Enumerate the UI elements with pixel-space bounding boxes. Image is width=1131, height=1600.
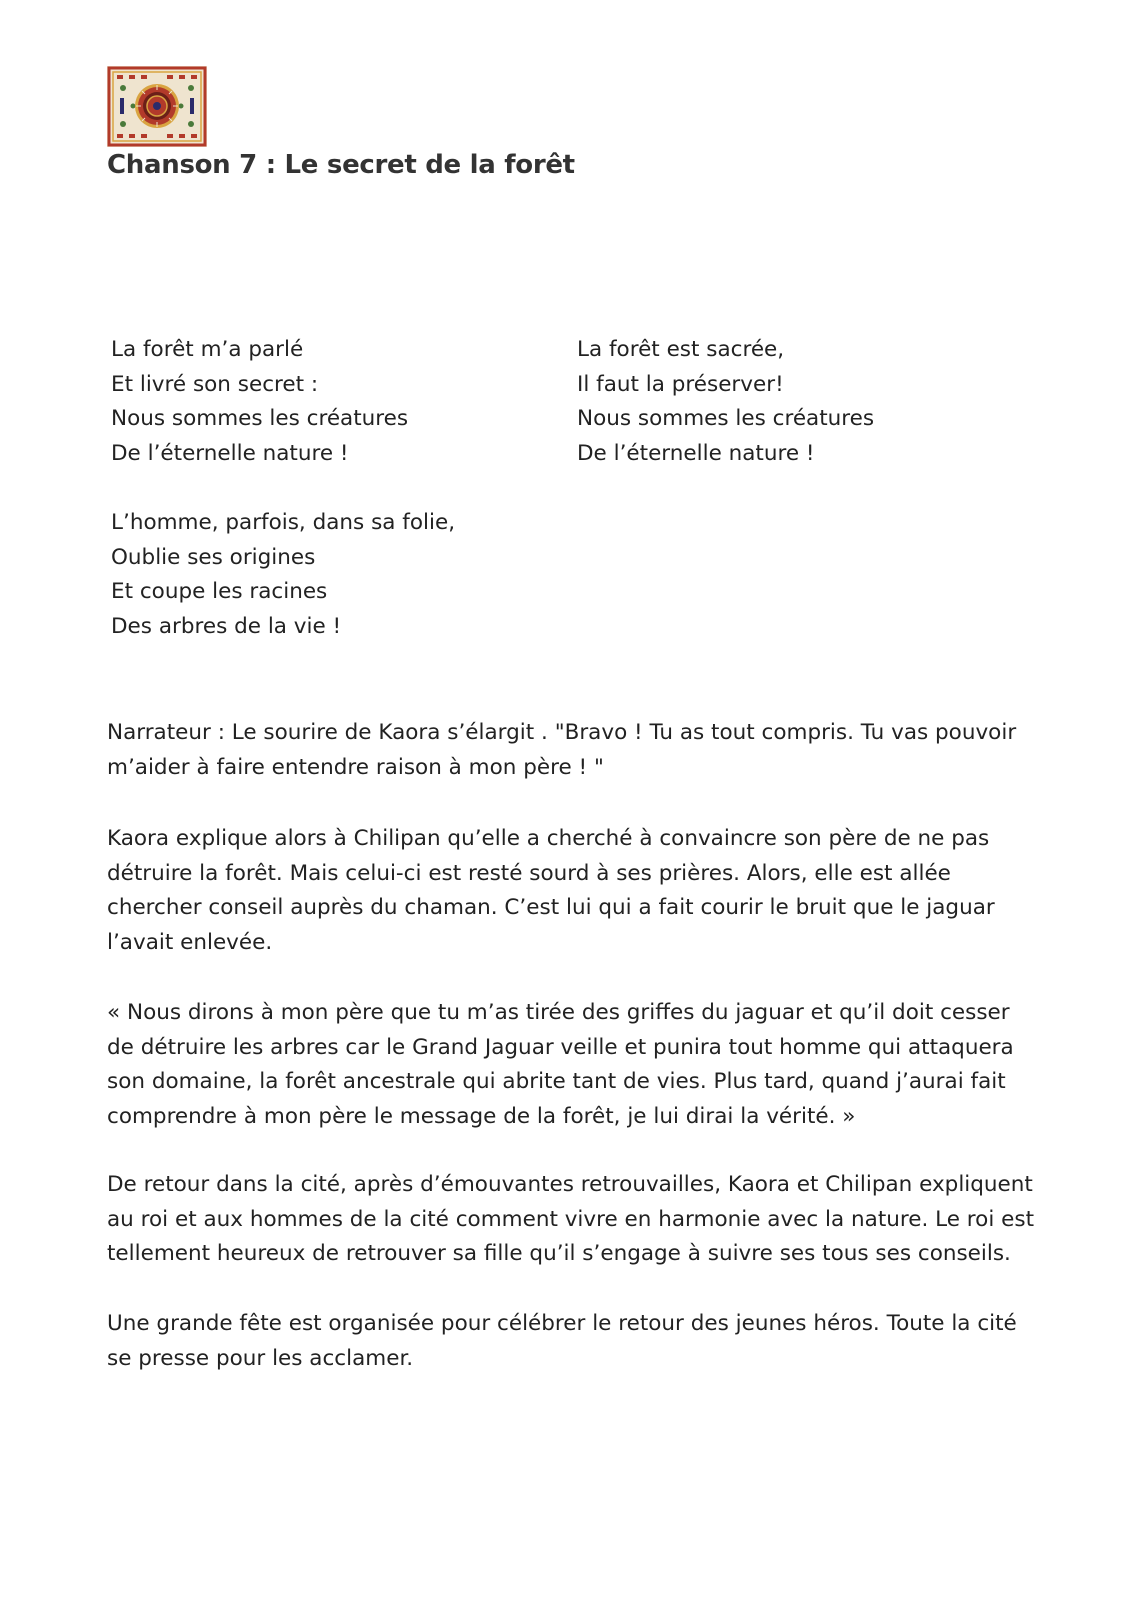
narration-paragraph: Kaora explique alors à Chilipan qu’elle a cherché à convaincre son père de ne pas détruire la forêt. Mais celui-ci est resté sourd à ses prières. Alors, elle est allée chercher conseil auprès du chaman. C’est lui qui a fait courir le bruit que le jaguar l’avait enlevée. <box>107 826 995 955</box>
verse-line: De l’éternelle nature ! <box>111 440 349 466</box>
verse-line: Nous sommes les créatures <box>111 406 409 431</box>
narration-paragraph: Narrateur : Le sourire de Kaora s’élargit . "Bravo ! Tu as tout compris. Tu vas pouvoir m’aider à faire entendre raison à mon père ! " <box>107 720 1017 780</box>
verse-line: Et livré son secret : <box>111 371 319 397</box>
tapestry-emblem-icon <box>107 66 207 147</box>
verse-stanza-3 <box>111 506 455 644</box>
verse-stanza-2 <box>577 333 874 471</box>
verse-line: Il faut la préserver! <box>577 371 784 397</box>
verse-line: Oublie ses origines <box>111 544 316 570</box>
narration-paragraph: « Nous dirons à mon père que tu m’as tirée des griffes du jaguar et qu’il doit cesser de détruire les arbres car le Grand Jaguar veille et punira tout homme qui attaquera son domaine, la forêt ancestrale qui abrite tant de vies. Plus tard, quand j’aurai fait comprendre à mon père le message de la forêt, je lui dirai la vérité. » <box>107 1000 1014 1129</box>
verse-line: De l’éternelle nature ! <box>577 440 815 466</box>
narration-paragraph: Une grande fête est organisée pour célébrer le retour des jeunes héros. Toute la cité se presse pour les acclamer. <box>107 1311 1017 1371</box>
verse-line: La forêt m’a parlé <box>111 337 304 362</box>
verse-line: L’homme, parfois, dans sa folie, <box>111 510 456 535</box>
narration-paragraph: De retour dans la cité, après d’émouvantes retrouvailles, Kaora et Chilipan expliquent au roi et aux hommes de la cité comment vivre en harmonie avec la nature. Le roi est tellement heureux de retrouver sa fille qu’il s’engage à suivre ses tous ses conseils. <box>107 1172 1034 1266</box>
verse-line: Nous sommes les créatures <box>577 406 875 431</box>
verse-stanza-1 <box>111 333 408 471</box>
verse-line: La forêt est sacrée, <box>577 337 785 362</box>
verse-line: Des arbres de la vie ! <box>111 613 342 639</box>
verse-line: Et coupe les racines <box>111 579 328 604</box>
song-title: Chanson 7 : Le secret de la forêt <box>107 150 575 180</box>
